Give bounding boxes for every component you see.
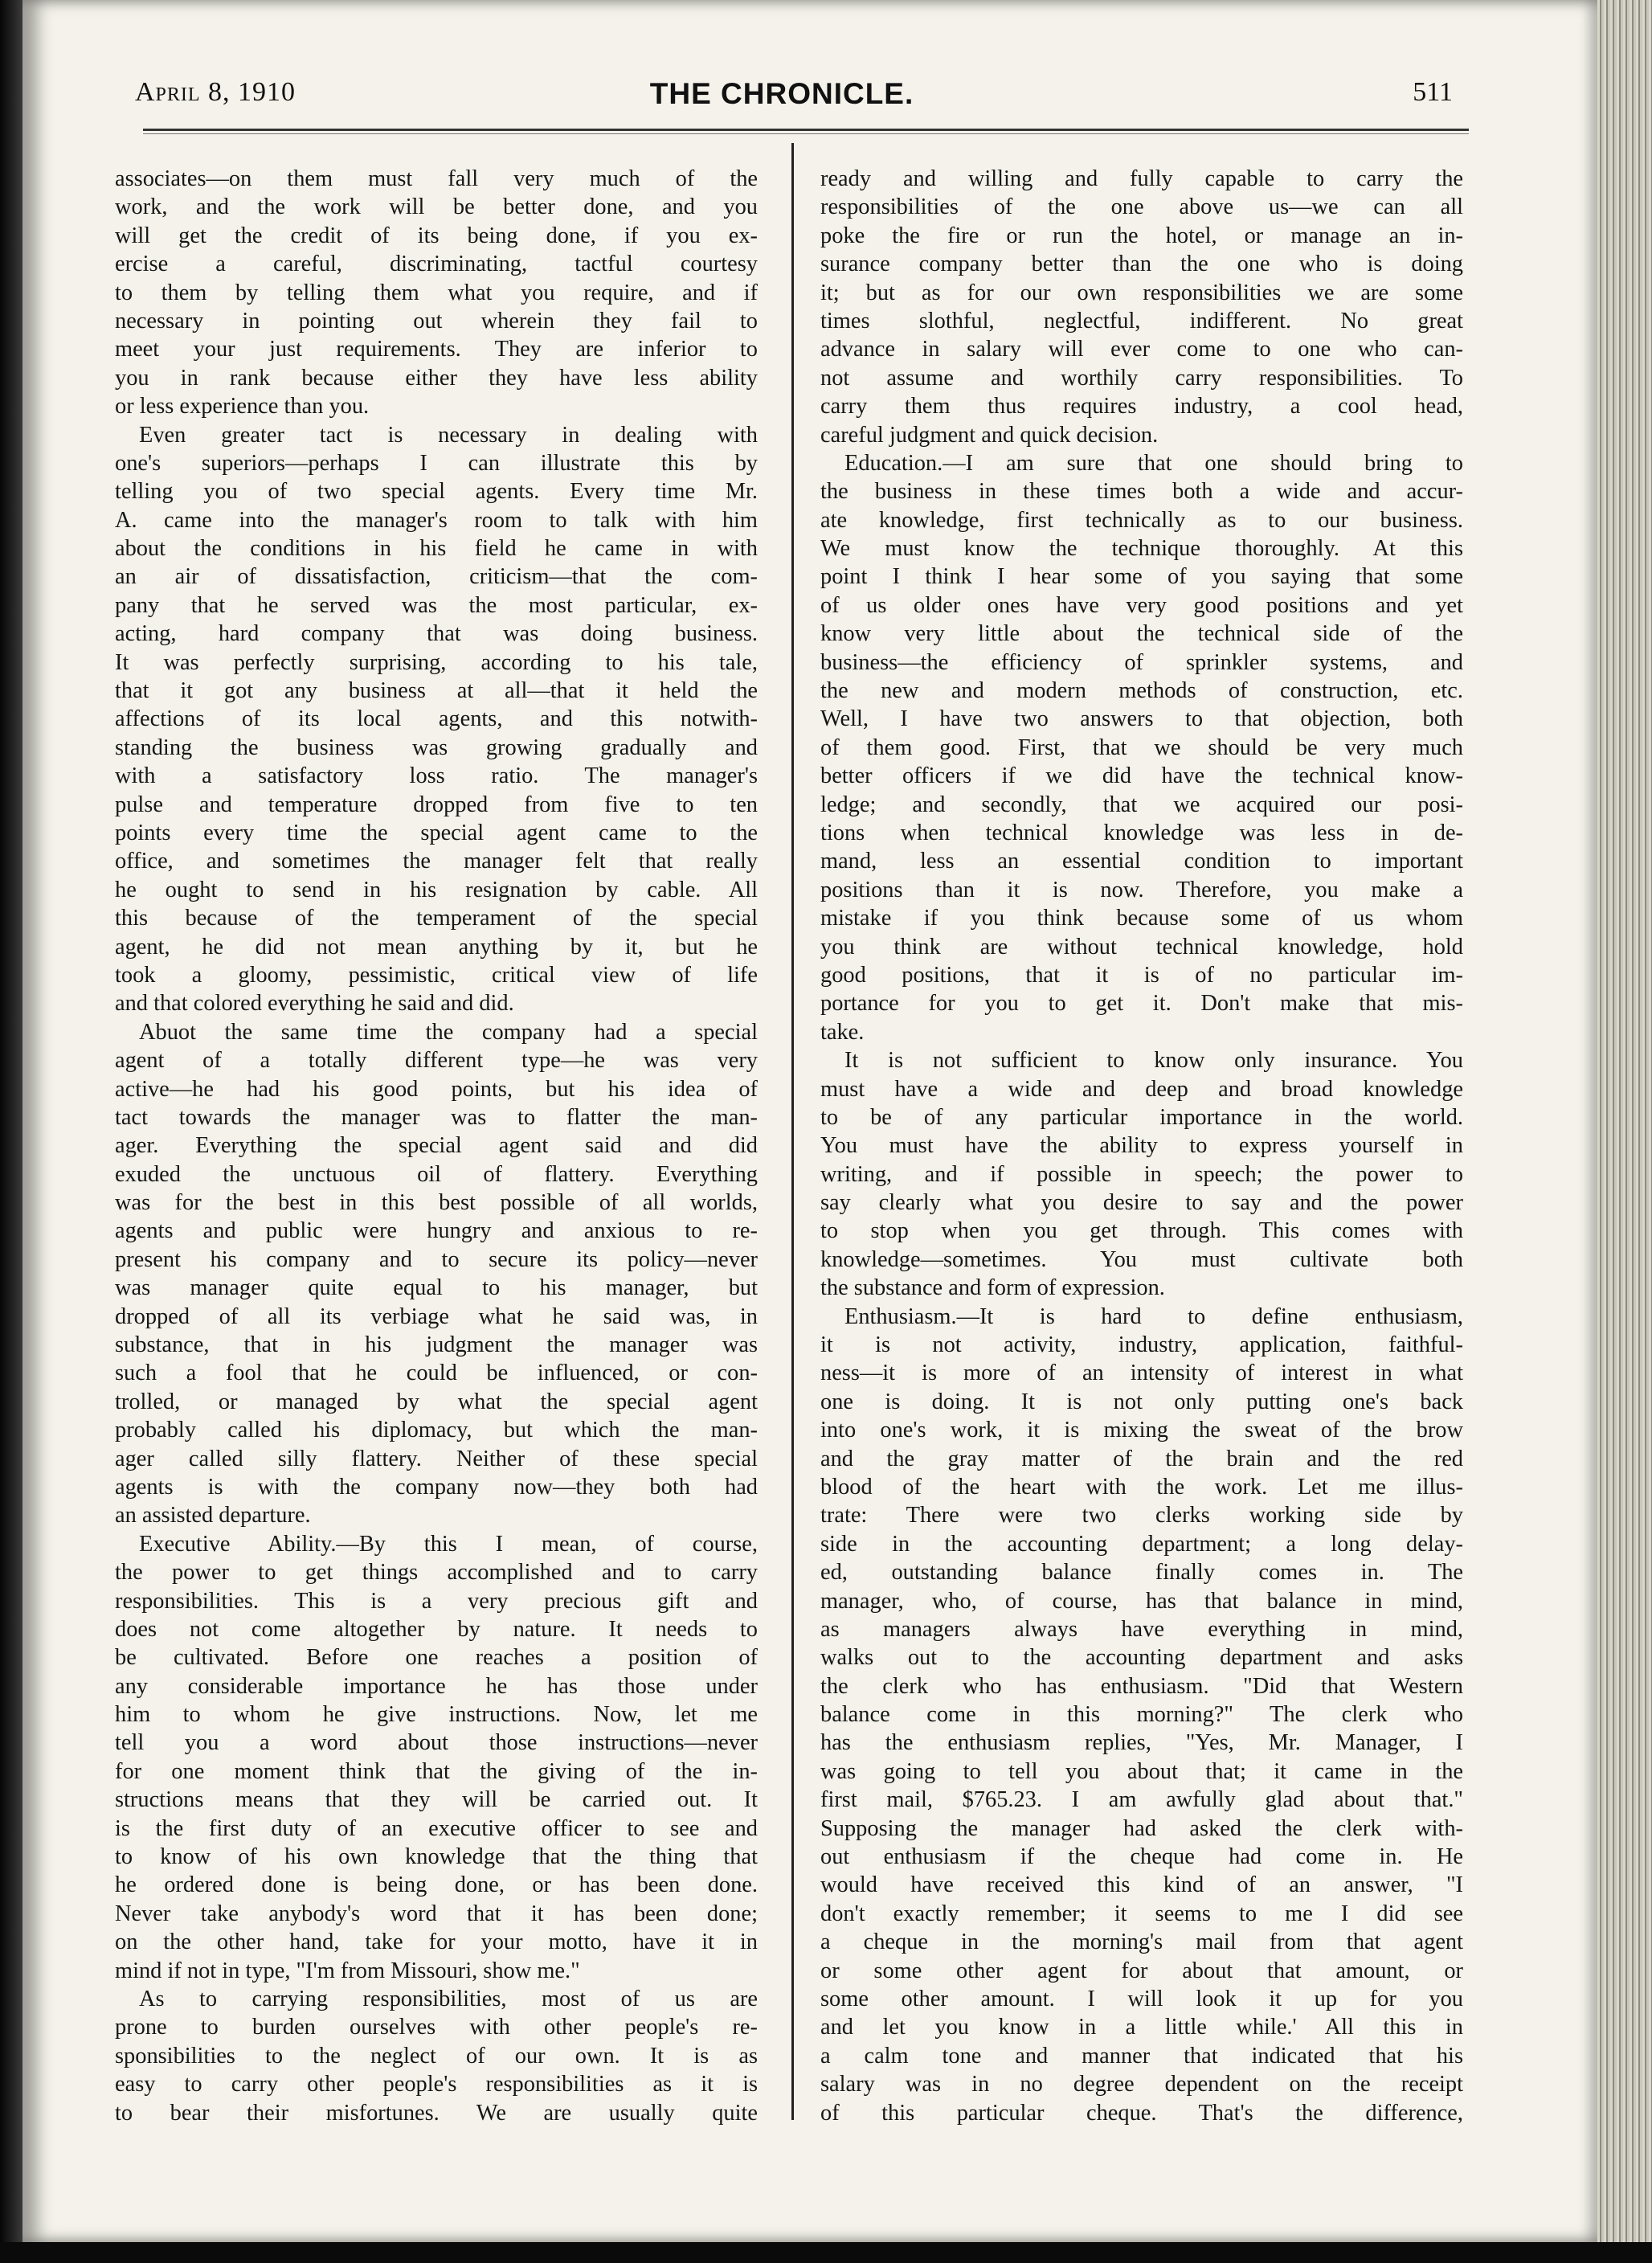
running-header bbox=[111, 77, 1453, 117]
text-line: any considerable importance he has those under bbox=[115, 1673, 758, 1699]
text-line: writing, and if possible in speech; the power to bbox=[820, 1161, 1463, 1187]
text-line: of this particular cheque. That's the difference, bbox=[820, 2100, 1463, 2126]
text-line: sponsibilities to the neglect of our own. It is as bbox=[115, 2043, 758, 2069]
text-line: as managers always have everything in mind, bbox=[820, 1616, 1463, 1642]
text-line: pulse and temperature dropped from five to ten bbox=[115, 792, 758, 817]
text-line: substance, that in his judgment the manager was bbox=[115, 1332, 758, 1358]
text-line: ness—it is more of an intensity of interest in what bbox=[820, 1361, 1463, 1386]
text-line: on the other hand, take for your motto, have it in bbox=[115, 1929, 758, 1955]
text-line: he ought to send in his resignation by cable. All bbox=[115, 877, 758, 902]
text-line: knowledge—sometimes. You must cultivate both bbox=[820, 1246, 1463, 1272]
text-line: telling you of two special agents. Every time Mr. bbox=[115, 479, 758, 505]
text-line: agents is with the company now—they both had bbox=[115, 1474, 758, 1500]
text-line: As to carrying responsibilities, most of us are bbox=[139, 1987, 758, 2011]
text-line: trolled, or managed by what the special agent bbox=[115, 1389, 758, 1414]
text-line: and that colored everything he said and did. bbox=[115, 991, 514, 1017]
text-line: an air of dissatisfaction, criticism—that the com- bbox=[115, 564, 758, 590]
text-line: prone to burden ourselves with other people's re- bbox=[115, 2015, 758, 2040]
document-page bbox=[22, 0, 1597, 2242]
text-line: the power to get things accomplished and to carry bbox=[115, 1560, 758, 1586]
text-line: with a satisfactory loss ratio. The manager's bbox=[115, 763, 758, 789]
text-line: it is not activity, industry, application, faithful- bbox=[820, 1332, 1463, 1358]
text-line: work, and the work will be better done, and you bbox=[115, 194, 758, 220]
text-line: mind if not in type, "I'm from Missouri, show me." bbox=[115, 1958, 580, 1983]
text-line: portance for you to get it. Don't make that mis- bbox=[820, 991, 1463, 1017]
text-line: to be of any particular importance in the world. bbox=[820, 1104, 1463, 1130]
text-line: responsibilities. This is a very precious gift and bbox=[115, 1588, 758, 1614]
text-line: ledge; and secondly, that we acquired our posi- bbox=[820, 792, 1463, 817]
text-line: probably called his diplomacy, but which the man- bbox=[115, 1418, 758, 1443]
text-line: ager called silly flattery. Neither of these special bbox=[115, 1446, 758, 1471]
text-line: some other amount. I will look it up for you bbox=[820, 1987, 1463, 2011]
text-line: tact towards the manager was to flatter the man- bbox=[115, 1104, 758, 1130]
text-line: advance in salary will ever come to one who can- bbox=[820, 337, 1463, 362]
text-line: agent of a totally different type—he was very bbox=[115, 1048, 758, 1074]
text-line: easy to carry other people's responsibilities as it is bbox=[115, 2072, 758, 2097]
text-line: dropped of all its verbiage what he said was, in bbox=[115, 1303, 758, 1329]
text-line: or less experience than you. bbox=[115, 394, 370, 419]
text-line: agents and public were hungry and anxious to re- bbox=[115, 1218, 758, 1244]
text-line: Supposing the manager had asked the clerk with- bbox=[820, 1815, 1463, 1841]
text-line: him to whom he give instructions. Now, let me bbox=[115, 1702, 758, 1728]
text-line: better officers if we did have the technical know- bbox=[820, 763, 1463, 789]
text-line: ate knowledge, first technically as to our business. bbox=[820, 507, 1463, 533]
text-line: was for the best in this best possible of all worlds, bbox=[115, 1190, 758, 1216]
text-line: poke the fire or run the hotel, or manage an in- bbox=[820, 223, 1463, 248]
text-column-left bbox=[115, 165, 758, 2127]
text-line: took a gloomy, pessimistic, critical view of life bbox=[115, 962, 758, 988]
book-spine-shadow bbox=[0, 0, 22, 2263]
text-line: structions means that they will be carried out. It bbox=[115, 1787, 758, 1813]
text-line: agent, he did not mean anything by it, but he bbox=[115, 934, 758, 960]
text-line: don't exactly remember; it seems to me I did see bbox=[820, 1901, 1463, 1926]
text-line: it; but as for our own responsibilities we are some bbox=[820, 280, 1463, 305]
text-line: mistake if you think because some of us whom bbox=[820, 906, 1463, 931]
text-line: he ordered done is being done, or has been done. bbox=[115, 1872, 758, 1898]
column-divider bbox=[791, 143, 794, 2120]
text-line: Enthusiasm.—It is hard to define enthusiasm, bbox=[844, 1303, 1463, 1329]
text-line: ready and willing and fully capable to carry the bbox=[820, 166, 1463, 191]
text-line: Abuot the same time the company had a special bbox=[139, 1019, 758, 1045]
text-line: about the conditions in his field he came in with bbox=[115, 536, 758, 562]
text-line: mand, less an essential condition to important bbox=[820, 849, 1463, 874]
text-line: business—the efficiency of sprinkler systems, and bbox=[820, 649, 1463, 675]
text-line: point I think I hear some of you saying that some bbox=[820, 564, 1463, 590]
text-line: tell you a word about those instructions—never bbox=[115, 1730, 758, 1756]
text-line: the new and modern methods of construction, etc. bbox=[820, 678, 1463, 704]
text-line: tions when technical knowledge was less in de- bbox=[820, 820, 1463, 845]
text-column-right bbox=[820, 165, 1463, 2127]
text-line: positions than it is now. Therefore, you make a bbox=[820, 877, 1463, 902]
text-line: was manager quite equal to his manager, but bbox=[115, 1275, 758, 1301]
text-line: good positions, that it is of no particular im- bbox=[820, 962, 1463, 988]
text-line: you in rank because either they have less ability bbox=[115, 365, 758, 391]
text-line: carry them thus requires industry, a cool head, bbox=[820, 394, 1463, 419]
text-line: careful judgment and quick decision. bbox=[820, 422, 1159, 448]
text-line: would have received this kind of an answer, "I bbox=[820, 1872, 1463, 1898]
text-line: an assisted departure. bbox=[115, 1503, 311, 1528]
text-line: Never take anybody's word that it has been done; bbox=[115, 1901, 758, 1926]
text-line: does not come altogether by nature. It needs to bbox=[115, 1616, 758, 1642]
text-line: not assume and worthily carry responsibilities. To bbox=[820, 365, 1463, 391]
publication-title: THE CHRONICLE. bbox=[649, 77, 914, 110]
text-line: surance company better than the one who is doing bbox=[820, 252, 1463, 277]
text-line: exuded the unctuous oil of flattery. Everything bbox=[115, 1161, 758, 1187]
text-line: ager. Everything the special agent said and did bbox=[115, 1133, 758, 1159]
text-line: know very little about the technical side of the bbox=[820, 621, 1463, 647]
text-line: Well, I have two answers to that objection, both bbox=[820, 706, 1463, 732]
text-line: active—he had his good points, but his idea of bbox=[115, 1076, 758, 1102]
text-line: and the gray matter of the brain and the red bbox=[820, 1446, 1463, 1471]
text-line: It is not sufficient to know only insurance. You bbox=[844, 1048, 1463, 1074]
scan-bottom-edge bbox=[0, 2242, 1652, 2263]
text-line: responsibilities of the one above us—we can all bbox=[820, 194, 1463, 220]
text-line: standing the business was growing gradually and bbox=[115, 735, 758, 760]
text-line: and let you know in a little while.' All this in bbox=[820, 2015, 1463, 2040]
text-line: Executive Ability.—By this I mean, of course, bbox=[139, 1531, 758, 1557]
text-line: to bear their misfortunes. We are usually quite bbox=[115, 2100, 758, 2126]
text-line: blood of the heart with the work. Let me illus- bbox=[820, 1474, 1463, 1500]
text-line: you think are without technical knowledge, hold bbox=[820, 934, 1463, 960]
text-line: to stop when you get through. This comes with bbox=[820, 1218, 1463, 1244]
text-line: out enthusiasm if the cheque had come in. He bbox=[820, 1844, 1463, 1870]
text-line: for one moment think that the giving of the in- bbox=[115, 1758, 758, 1784]
text-line: It was perfectly surprising, according to his tale, bbox=[115, 649, 758, 675]
text-line: one's superiors—perhaps I can illustrate this by bbox=[115, 450, 758, 476]
text-line: Even greater tact is necessary in dealing with bbox=[139, 422, 758, 448]
text-line: that it got any business at all—that it held the bbox=[115, 678, 758, 704]
text-line: must have a wide and deep and broad knowledge bbox=[820, 1076, 1463, 1102]
text-line: first mail, $765.23. I am awfully glad about that." bbox=[820, 1787, 1463, 1813]
text-line: such a fool that he could be influenced, or con- bbox=[115, 1361, 758, 1386]
text-line: present his company and to secure its policy—never bbox=[115, 1246, 758, 1272]
text-line: the substance and form of expression. bbox=[820, 1275, 1165, 1301]
text-line: points every time the special agent came to the bbox=[115, 820, 758, 845]
text-line: say clearly what you desire to say and the power bbox=[820, 1190, 1463, 1216]
text-line: take. bbox=[820, 1019, 865, 1045]
text-line: salary was in no degree dependent on the receipt bbox=[820, 2072, 1463, 2097]
text-line: walks out to the accounting department and asks bbox=[820, 1645, 1463, 1671]
text-line: the business in these times both a wide and accur- bbox=[820, 479, 1463, 505]
text-line: a calm tone and manner that indicated that his bbox=[820, 2043, 1463, 2069]
text-line: one is doing. It is not only putting one's back bbox=[820, 1389, 1463, 1414]
text-line: has the enthusiasm replies, "Yes, Mr. Manager, I bbox=[820, 1730, 1463, 1756]
text-line: into one's work, it is mixing the sweat of the brow bbox=[820, 1418, 1463, 1443]
text-line: manager, who, of course, has that balance in mind, bbox=[820, 1588, 1463, 1614]
text-line: the clerk who has enthusiasm. "Did that Western bbox=[820, 1673, 1463, 1699]
text-line: acting, hard company that was doing business. bbox=[115, 621, 758, 647]
text-line: to them by telling them what you require, and if bbox=[115, 280, 758, 305]
text-line: to know of his own knowledge that the thing that bbox=[115, 1844, 758, 1870]
text-line: be cultivated. Before one reaches a position of bbox=[115, 1645, 758, 1671]
header-rule bbox=[143, 129, 1469, 131]
text-line: times slothful, neglectful, indifferent. No great bbox=[820, 308, 1463, 334]
text-line: ed, outstanding balance finally comes in. The bbox=[820, 1560, 1463, 1586]
text-line: We must know the technique thoroughly. At this bbox=[820, 536, 1463, 562]
text-line: will get the credit of its being done, if you ex- bbox=[115, 223, 758, 248]
header-date: April 8, 1910 bbox=[135, 77, 296, 107]
text-line: balance come in this morning?" The clerk who bbox=[820, 1702, 1463, 1728]
text-line: this because of the temperament of the special bbox=[115, 906, 758, 931]
text-line: Education.—I am sure that one should bring to bbox=[844, 450, 1463, 476]
header-rule-thin bbox=[143, 133, 1469, 134]
text-line: was going to tell you about that; it came in the bbox=[820, 1758, 1463, 1784]
text-line: a cheque in the morning's mail from that agent bbox=[820, 1929, 1463, 1955]
text-line: affections of its local agents, and this notwith- bbox=[115, 706, 758, 732]
text-line: of us older ones have very good positions and yet bbox=[820, 592, 1463, 618]
page-number: 511 bbox=[1413, 77, 1453, 107]
text-line: ercise a careful, discriminating, tactful courtesy bbox=[115, 252, 758, 277]
text-line: pany that he served was the most particular, ex- bbox=[115, 592, 758, 618]
text-line: necessary in pointing out wherein they fail to bbox=[115, 308, 758, 334]
text-line: A. came into the manager's room to talk with him bbox=[115, 507, 758, 533]
text-line: trate: There were two clerks working side by bbox=[820, 1503, 1463, 1528]
text-line: meet your just requirements. They are inferior to bbox=[115, 337, 758, 362]
text-line: of them good. First, that we should be very much bbox=[820, 735, 1463, 760]
text-line: office, and sometimes the manager felt that really bbox=[115, 849, 758, 874]
text-line: is the first duty of an executive officer to see and bbox=[115, 1815, 758, 1841]
text-line: side in the accounting department; a long delay- bbox=[820, 1531, 1463, 1557]
text-line: associates—on them must fall very much of the bbox=[115, 166, 758, 191]
page-stack-edge bbox=[1597, 0, 1652, 2263]
text-line: or some other agent for about that amount, or bbox=[820, 1958, 1463, 1983]
text-line: You must have the ability to express yourself in bbox=[820, 1133, 1463, 1159]
